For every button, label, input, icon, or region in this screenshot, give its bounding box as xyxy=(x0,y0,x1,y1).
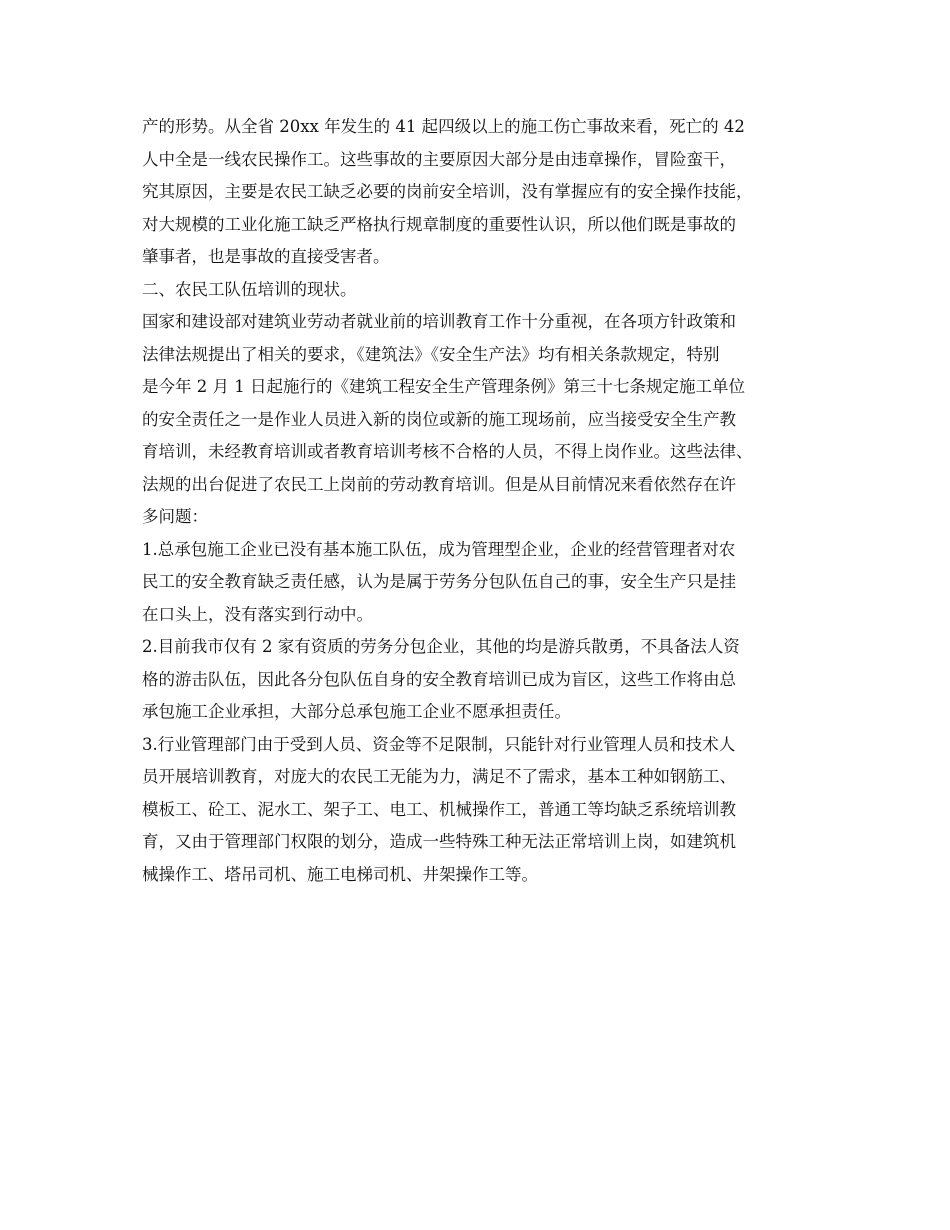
text-line: 肇事者，也是事故的直接受害者。 xyxy=(142,247,390,266)
text-line: 法律法规提出了相关的要求，《建筑法》《安全生产法》均有相关条款规定，特别 xyxy=(142,344,720,364)
text-line: 究其原因，主要是农民工缺乏必要的岗前安全培训，没有掌握应有的安全操作技能， xyxy=(142,182,753,201)
list-item-line: 承包施工企业承担，大部分总承包施工企业不愿承担责任。 xyxy=(142,702,571,721)
list-item-line: 1.总承包施工企业已没有基本施工队伍，成为管理型企业，企业的经营管理者对农 xyxy=(142,539,736,559)
list-item-line: 模板工、砼工、泥水工、架子工、电工、机械操作工，普通工等均缺乏系统培训教 xyxy=(142,799,736,819)
list-item-line: 员开展培训教育，对庞大的农民工无能为力，满足不了需求，基本工种如钢筋工、 xyxy=(142,767,736,786)
text-line: 是今年 2 月 1 日起施行的《建筑工程安全生产管理条例》第三十七条规定施工单位 xyxy=(142,377,745,396)
list-item-line: 格的游击队伍，因此各分包队伍自身的安全教育培训已成为盲区，这些工作将由总 xyxy=(142,669,736,689)
section-heading: 二、农民工队伍培训的现状。 xyxy=(142,279,357,299)
text-line: 的安全责任之一是作业人员进入新的岗位或新的施工现场前，应当接受安全生产教 xyxy=(142,409,736,429)
text-line: 对大规模的工业化施工缺乏严格执行规章制度的重要性认识，所以他们既是事故的 xyxy=(142,214,736,234)
list-item-line: 育，又由于管理部门权限的划分，造成一些特殊工种无法正常培训上岗，如建筑机 xyxy=(142,832,736,851)
list-item-line: 3.行业管理部门由于受到人员、资金等不足限制，只能针对行业管理人员和技术人 xyxy=(142,734,736,754)
text-line: 多问题： xyxy=(142,507,208,526)
document-body xyxy=(142,111,832,891)
list-item-line: 2.目前我市仅有 2 家有资质的劳务分包企业，其他的均是游兵散勇，不具备法人资 xyxy=(142,637,740,656)
text-line: 法规的出台促进了农民工上岗前的劳动教育培训。但是从目前情况来看依然存在许 xyxy=(142,474,736,494)
text-line: 育培训，未经教育培训或者教育培训考核不合格的人员，不得上岗作业。这些法律、 xyxy=(142,442,753,461)
list-item-line: 在口头上，没有落实到行动中。 xyxy=(142,604,373,624)
text-line: 产的形势。从全省 20xx 年发生的 41 起四级以上的施工伤亡事故来看，死亡的 42 xyxy=(142,117,745,136)
list-item-line: 械操作工、塔吊司机、施工电梯司机、井架操作工等。 xyxy=(142,864,538,884)
list-item-line: 民工的安全教育缺乏责任感，认为是属于劳务分包队伍自己的事，安全生产只是挂 xyxy=(142,572,736,591)
text-line: 人中全是一线农民操作工。这些事故的主要原因大部分是由违章操作，冒险蛮干， xyxy=(142,149,736,169)
text-line: 国家和建设部对建筑业劳动者就业前的培训教育工作十分重视，在各项方针政策和 xyxy=(142,312,736,331)
